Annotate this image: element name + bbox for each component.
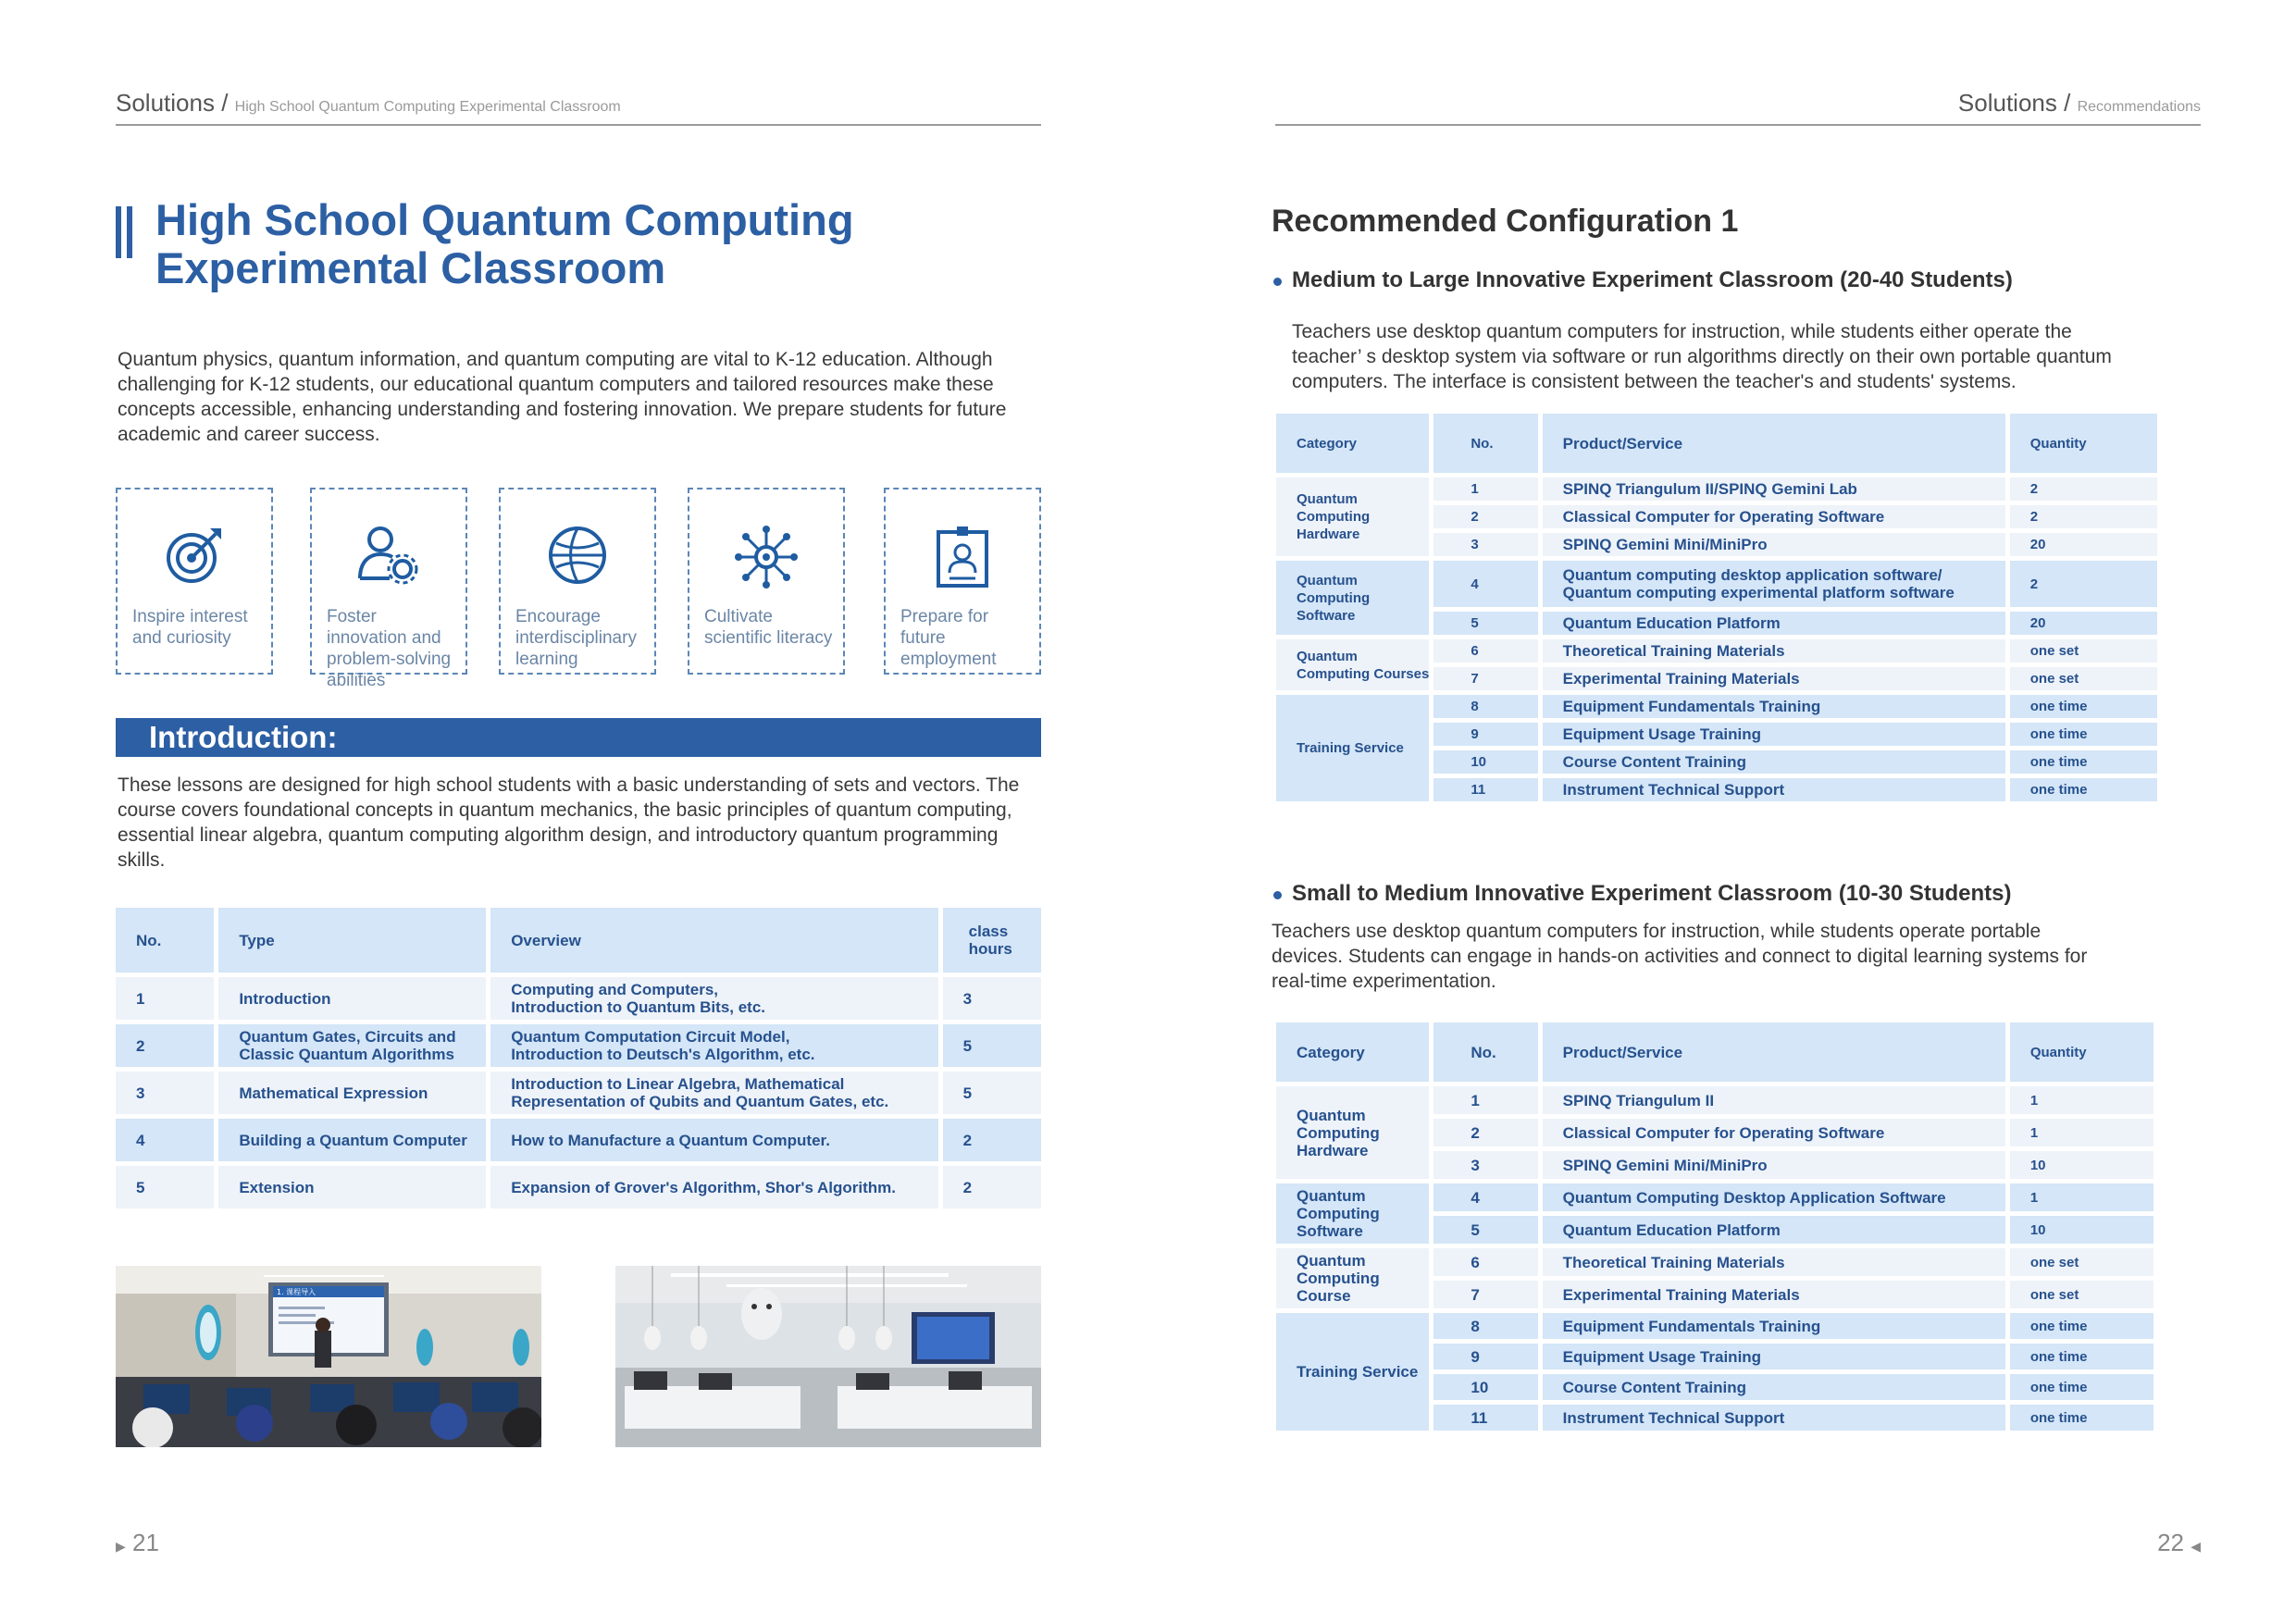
table-cell: 11 [1433,778,1537,801]
table-cell: 8 [1433,1313,1537,1339]
table-row [1276,639,2157,663]
benefit-card [688,488,845,675]
table-header-row [1276,1022,2153,1082]
table-cell: 2 [116,1024,214,1067]
table-cell: Computing and Computers, Introduction to Quantum Bits, etc. [490,977,937,1020]
table-cell: Quantum Computing Desktop Application Software [1543,1183,2005,1211]
introduction-heading-bar [116,718,1041,757]
category-cell: Quantum Computing Hardware [1276,477,1429,556]
page-number-right [2128,1529,2201,1557]
table-header-cell: Product/Service [1543,1022,2005,1082]
table-cell: Classical Computer for Operating Software [1543,505,2005,528]
table-cell: Experimental Training Materials [1543,1281,2005,1308]
card-label: Foster innovation and problem-solving abilities [327,607,452,690]
category-cell: Quantum Computing Hardware [1276,1086,1429,1179]
table-cell: Equipment Fundamentals Training [1543,1313,2005,1339]
config1-table [1272,409,2162,806]
projector-screen-text: 1. 课程导入 [277,1288,316,1296]
table-cell: 10 [2010,1151,2153,1179]
table-cell: 3 [1433,533,1537,556]
header-rule [1275,124,2201,126]
table-cell: 2 [1433,505,1537,528]
table-cell: 1 [2010,1183,2153,1211]
page-title-line: High School Quantum Computing [155,195,854,244]
table-cell: 20 [2010,612,2157,635]
table-cell: Introduction to Linear Algebra, Mathematical Representation of Qubits and Quantum Gates, etc. [490,1072,937,1114]
play-arrow-icon: ▶ [116,1539,126,1554]
config-heading: Recommended Configuration 1 [1272,204,1739,239]
introduction-heading: Introduction: [149,720,338,754]
header-rule [116,124,1041,126]
table-cell: Equipment Fundamentals Training [1543,695,2005,718]
table-header-cell: Category [1276,1022,1429,1082]
back-arrow-icon: ◀ [2191,1539,2201,1554]
table-cell: 5 [943,1072,1041,1114]
table-cell: 1 [2010,1119,2153,1146]
card-label: Inspire interest and curiosity [132,607,248,648]
table-cell: 3 [116,1072,214,1114]
table-cell: one set [2010,667,2157,690]
running-header-left [116,89,621,118]
table-cell: 5 [116,1166,214,1208]
table-cell: Experimental Training Materials [1543,667,2005,690]
page-number: 21 [132,1529,159,1556]
table-cell: one set [2010,1248,2153,1276]
table-cell: 6 [1433,1248,1537,1276]
table-cell: Theoretical Training Materials [1543,1248,2005,1276]
table-cell: one time [2010,1405,2153,1431]
table-row [116,1072,1041,1114]
table-cell: Quantum Education Platform [1543,612,2005,635]
table-row [1276,1183,2153,1211]
table-row [1276,561,2157,607]
table-cell: SPINQ Gemini Mini/MiniPro [1543,533,2005,556]
benefit-card [884,488,1041,675]
table-cell: 9 [1433,723,1537,746]
benefit-card [499,488,656,675]
header-section: Solutions [1957,89,2057,117]
header-crumb: Recommendations [2077,99,2201,115]
category-cell: Quantum Computing Software [1276,561,1429,635]
laboratory-photo [615,1266,1041,1447]
table-cell: Course Content Training [1543,750,2005,774]
table-row [116,1024,1041,1067]
table-cell: 8 [1433,695,1537,718]
table-cell: 4 [1433,561,1537,607]
table-cell: one time [2010,750,2157,774]
classroom-photo [116,1266,541,1447]
table-cell: 4 [116,1119,214,1161]
benefit-cards [116,488,1041,690]
page-number: 22 [2157,1529,2184,1556]
table-cell: 2 [2010,505,2157,528]
table-row [1276,1086,2153,1114]
table-cell: 7 [1433,1281,1537,1308]
table-cell: one set [2010,1281,2153,1308]
title-accent-bar [116,206,121,258]
table-header-cell: Overview [490,908,937,973]
table-cell: Instrument Technical Support [1543,778,2005,801]
table-row [1276,477,2157,501]
table-cell: 1 [1433,477,1537,501]
benefit-card [310,488,467,690]
card-label: Encourage interdisciplinary learning [515,607,637,669]
table-cell: Extension [218,1166,486,1208]
category-cell: Quantum Computing Course [1276,1248,1429,1308]
target-icon [164,525,225,586]
table-cell: Instrument Technical Support [1543,1405,2005,1431]
badge-icon [935,525,990,589]
page-title-line: Experimental Classroom [155,243,666,292]
table-cell: Expansion of Grover's Algorithm, Shor's Algorithm. [490,1166,937,1208]
table-row [116,1119,1041,1161]
table-cell: Equipment Usage Training [1543,1344,2005,1369]
table-cell: 20 [2010,533,2157,556]
table-cell: 2 [2010,561,2157,607]
running-header-right [1275,89,2201,118]
table-cell: Quantum Education Platform [1543,1216,2005,1244]
table-cell: one set [2010,639,2157,663]
table-header-cell: Product/Service [1543,414,2005,473]
table-cell: 2 [943,1119,1041,1161]
table-cell: 2 [943,1166,1041,1208]
table-header-cell: No. [116,908,214,973]
table-cell: Quantum Computation Circuit Model, Introduction to Deutsch's Algorithm, etc. [490,1024,937,1067]
table-cell: one time [2010,695,2157,718]
table-cell: 2 [2010,477,2157,501]
header-separator: / [221,89,229,117]
table-header-cell: Type [218,908,486,973]
table-cell: 10 [2010,1216,2153,1244]
table-cell: 1 [2010,1086,2153,1114]
category-cell: Quantum Computing Software [1276,1183,1429,1244]
table-row [116,1166,1041,1208]
globe-icon [547,525,608,586]
table-cell: one time [2010,1313,2153,1339]
table-cell: 7 [1433,667,1537,690]
table-cell: 10 [1433,1374,1537,1400]
table-cell: 5 [943,1024,1041,1067]
table-cell: one time [2010,1344,2153,1369]
table-cell: 2 [1433,1119,1537,1146]
table-cell: 3 [943,977,1041,1020]
header-separator: / [2064,89,2071,117]
table-cell: SPINQ Triangulum II [1543,1086,2005,1114]
config2-bullet: Small to Medium Innovative Experiment Classroom (10-30 Students) [1292,881,2012,906]
table-cell: 3 [1433,1151,1537,1179]
table-row [1276,1248,2153,1276]
page-number-left [116,1529,159,1557]
category-cell: Training Service [1276,695,1429,801]
table-cell: Course Content Training [1543,1374,2005,1400]
header-crumb: High School Quantum Computing Experimental Classroom [234,99,621,115]
table-cell: How to Manufacture a Quantum Computer. [490,1119,937,1161]
table-cell: 11 [1433,1405,1537,1431]
table-header-cell: Quantity [2010,414,2157,473]
table-header-cell: No. [1433,414,1537,473]
user-gear-icon [358,525,419,586]
table-cell: Theoretical Training Materials [1543,639,2005,663]
table-cell: Building a Quantum Computer [218,1119,486,1161]
table-cell: Quantum computing desktop application software/ Quantum computing experimental platform software [1543,561,2005,607]
intro-paragraph: Quantum physics, quantum information, and quantum computing are vital to K-12 education. Although challenging for K-12 students, our educational quantum computers and tailored resources make these concepts accessible, enhancing understanding and fostering innovation. We prepare students for future academic and career success. [118,349,1007,445]
table-cell: 9 [1433,1344,1537,1369]
config2-table [1272,1018,2158,1435]
table-row [1276,1313,2153,1339]
lessons-paragraph: These lessons are designed for high school students with a basic understanding of sets and vectors. The course covers foundational concepts in quantum mechanics, the basic principles of quantum computing, essential linear algebra, quantum computing algorithm design, and introductory quantum programming skills. [118,774,1020,871]
table-cell: Classical Computer for Operating Software [1543,1119,2005,1146]
header-section: Solutions [116,89,215,117]
table-row [116,977,1041,1020]
config1-description: Teachers use desktop quantum computers for instruction, while students either operate the teacher’ s desktop system via software or run algorithms directly on their own portable quantum computers. The interface is consistent between the teacher's and students' systems. [1292,321,2112,392]
card-label: Cultivate scientific literacy [704,607,833,648]
card-label: Prepare for future employment [900,607,997,669]
course-table [111,903,1046,1213]
table-cell: one time [2010,778,2157,801]
config2-description: Teachers use desktop quantum computers for instruction, while students operate portable devices. Students can engage in hands-on activities and connect to digital learning systems for real-time experimentation. [1272,921,2088,992]
category-cell: Training Service [1276,1313,1429,1431]
table-cell: Introduction [218,977,486,1020]
table-cell: 6 [1433,639,1537,663]
table-cell: 1 [116,977,214,1020]
benefit-card [116,488,273,675]
molecule-icon [734,525,799,589]
table-cell: 5 [1433,612,1537,635]
table-cell: Quantum Gates, Circuits and Classic Quantum Algorithms [218,1024,486,1067]
table-cell: one time [2010,723,2157,746]
page-title [155,196,988,292]
table-header-cell: Category [1276,414,1429,473]
table-cell: SPINQ Gemini Mini/MiniPro [1543,1151,2005,1179]
table-row [1276,695,2157,718]
table-header-cell: Quantity [2010,1022,2153,1082]
config1-bullet: Medium to Large Innovative Experiment Classroom (20-40 Students) [1292,267,2013,292]
table-cell: SPINQ Triangulum II/SPINQ Gemini Lab [1543,477,2005,501]
table-header-row [116,908,1041,973]
table-cell: 10 [1433,750,1537,774]
title-accent-bar [127,206,132,258]
table-header-cell: class hours [943,908,1041,973]
table-cell: Mathematical Expression [218,1072,486,1114]
table-cell: 5 [1433,1216,1537,1244]
table-cell: 1 [1433,1086,1537,1114]
table-header-cell: No. [1433,1022,1537,1082]
category-cell: Quantum Computing Courses [1276,639,1429,690]
table-cell: one time [2010,1374,2153,1400]
table-cell: 4 [1433,1183,1537,1211]
table-header-row [1276,414,2157,473]
table-cell: Equipment Usage Training [1543,723,2005,746]
